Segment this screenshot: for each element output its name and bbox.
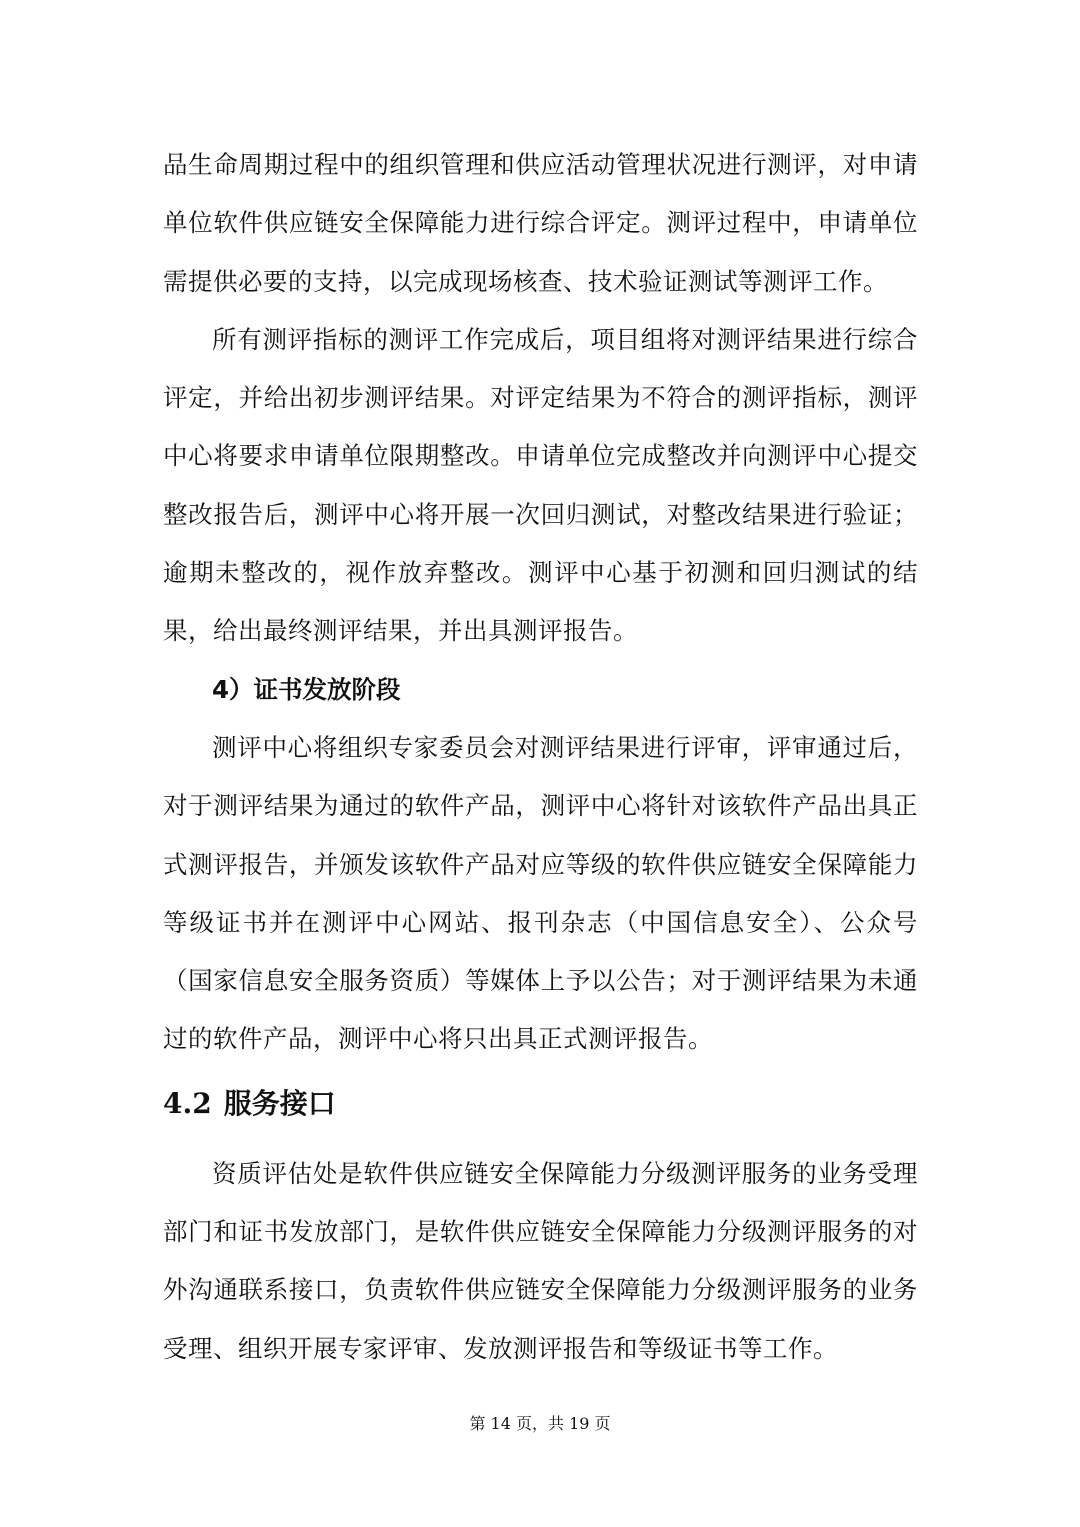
paragraph-service-interface: 资质评估处是软件供应链安全保障能力分级测评服务的业务受理部门和证书发放部门，是软件供应链安全保障能力分级测评服务的对外沟通联系接口，负责软件供应链安全保障能力分级测评服务的业务受理、组织开展专家评审、发放测评报告和等级证书等工作。 [163, 1158, 918, 1363]
section-title: 服务接口 [223, 1086, 336, 1120]
page-footer: 第 14 页，共 19 页 [469, 1414, 611, 1433]
paragraph-certificate-issuance: 测评中心将组织专家委员会对测评结果进行评审，评审通过后，对于测评结果为通过的软件产品，测评中心将针对该软件产品出具正式测评报告，并颁发该软件产品对应等级的软件供应链安全保障能力等级证书并在测评中心网站、报刊杂志（中国信息安全）、公众号（国家信息安全服务资质）等媒体上予以公告；对于测评结果为未通过的软件产品，测评中心将只出具正式测评报告。 [163, 732, 918, 1054]
section-number: 4.2 [163, 1086, 212, 1120]
paragraph-evaluation-process: 品生命周期过程中的组织管理和供应活动管理状况进行测评，对申请单位软件供应链安全保障能力进行综合评定。测评过程中，申请单位需提供必要的支持，以完成现场核查、技术验证测试等测评工作。 [163, 150, 918, 296]
paragraph-evaluation-results: 所有测评指标的测评工作完成后，项目组将对测评结果进行综合评定，并给出初步测评结果。对评定结果为不符合的测评指标，测评中心将要求申请单位限期整改。申请单位完成整改并向测评中心提交整改报告后，测评中心将开展一次回归测试，对整改结果进行验证；逾期未整改的，视作放弃整改。测评中心基于初测和回归测试的结果，给出最终测评结果，并出具测评报告。 [163, 324, 918, 646]
section-heading-service-interface [163, 1075, 918, 1133]
document-body [163, 136, 918, 1378]
subheading-certificate-stage: 4）证书发放阶段 [212, 674, 401, 704]
